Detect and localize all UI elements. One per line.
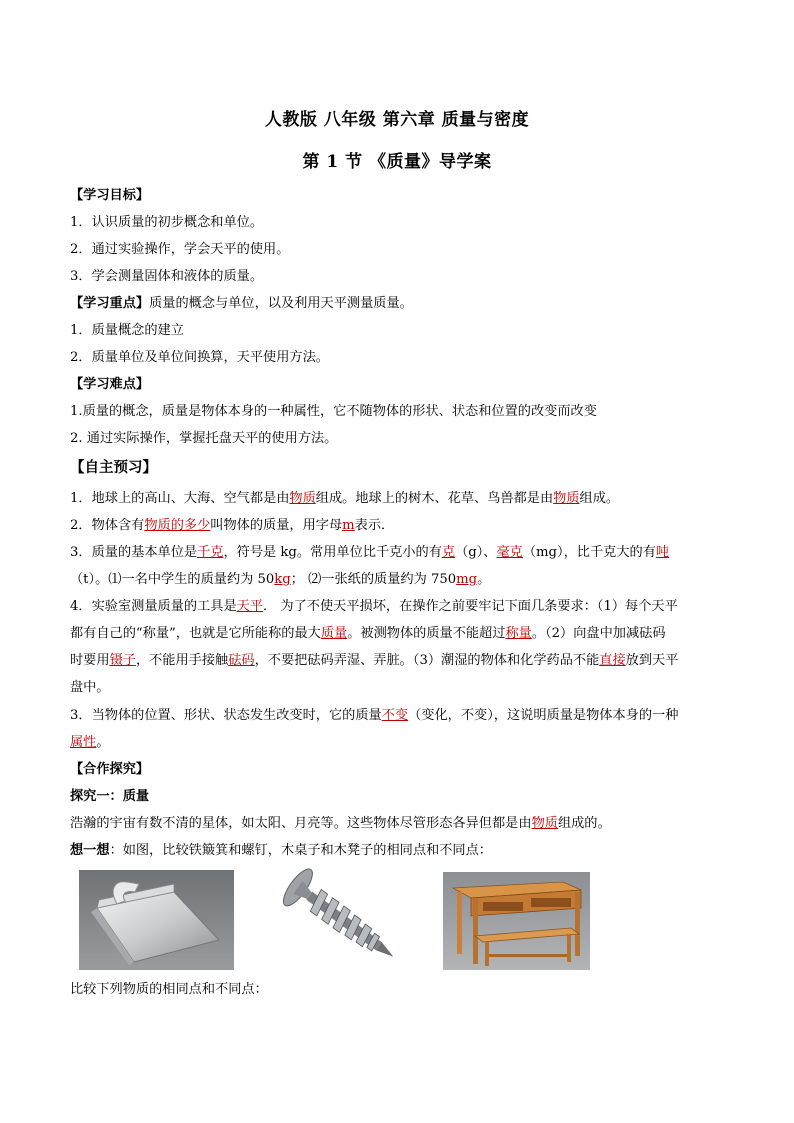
- think-line: [70, 841, 730, 861]
- text: ； ⑵一张纸的质量约为 750: [290, 572, 457, 587]
- goal-item: 2．通过实验操作，学会天平的使用。: [70, 242, 290, 257]
- answer-blank: 物质: [553, 491, 580, 506]
- answer-blank: 属性: [70, 735, 97, 750]
- answer-blank: 吨: [655, 545, 670, 560]
- answer-blank: 物质的多少: [144, 518, 211, 533]
- text: ，符号是 kg。常用单位比千克小的有: [223, 545, 442, 560]
- preview-q5-line1: [70, 706, 730, 726]
- desk-bench-image: [443, 872, 590, 970]
- key-text: 质量的概念与单位，以及利用天平测量质量。: [149, 296, 413, 311]
- text: ． 为了不使天平损坏，在操作之前要牢记下面几条要求：（1）每个天平: [263, 599, 678, 614]
- text: 1．地球上的高山、大海、空气都是由: [70, 491, 290, 506]
- key-item: 1．质量概念的建立: [70, 323, 184, 338]
- preview-q5-line2: [70, 733, 730, 753]
- key-point-line: [70, 294, 730, 314]
- answer-blank: kg: [274, 572, 291, 587]
- preview-q3-line1: [70, 543, 730, 563]
- text: ：如图，比较铁簸箕和螺钉，木桌子和木凳子的相同点和不同点：: [109, 843, 492, 858]
- text: 组成。: [579, 491, 620, 506]
- answer-blank: 物质: [289, 491, 316, 506]
- text: 叫物体的质量，用字母: [210, 518, 343, 533]
- text: 3．质量的基本单位是: [70, 545, 198, 560]
- text: 组成的。: [557, 816, 611, 831]
- key-item: 2．质量单位及单位间换算，天平使用方法。: [70, 350, 329, 365]
- answer-blank: 质量: [320, 626, 348, 641]
- text: ，不要把砝码弄湿、弄脏。（3）潮湿的物体和化学药品不能: [254, 653, 600, 668]
- preview-q4-line1: [70, 597, 730, 617]
- lesson-title: 第 1 节 《质量》导学案: [302, 152, 492, 172]
- coop-heading: 【合作探究】: [70, 762, 150, 777]
- goal-item: 3．学会测量固体和液体的质量。: [70, 269, 264, 284]
- answer-blank: 砝码: [228, 653, 255, 668]
- difficulty-item: 1.质量的概念，质量是物体本身的一种属性，它不随物体的形状、状态和位置的改变而改变: [70, 404, 597, 419]
- explore-one-heading: 探究一：质量: [70, 789, 150, 804]
- text: 4．实验室测量质量的工具是: [70, 599, 237, 614]
- text: 放到天平: [625, 653, 679, 668]
- text: 3．当物体的位置、形状、状态发生改变时，它的质量: [70, 708, 382, 723]
- preview-q4-line2: [70, 624, 730, 644]
- preview-q2: [70, 516, 730, 536]
- goal-item: 1．认识质量的初步概念和单位。: [70, 215, 264, 230]
- preview-q1: [70, 489, 730, 509]
- difficulty-item: 2. 通过实际操作，掌握托盘天平的使用方法。: [70, 431, 338, 446]
- answer-blank: mg: [456, 572, 478, 587]
- text: ，不能用手接触: [135, 653, 229, 668]
- answer-blank: 克: [441, 545, 456, 560]
- answer-blank: 物质: [531, 816, 558, 831]
- text: 浩瀚的宇宙有数不清的星体，如太阳、月亮等。这些物体尽管形态各异但都是由: [70, 816, 532, 831]
- text: 。（2）向盘中加减砝码: [531, 626, 666, 641]
- think-label: 想一想: [70, 843, 110, 858]
- answer-blank: 直接: [599, 653, 626, 668]
- text: 。被测物体的质量不能超过: [347, 626, 506, 641]
- preview-q3-line2: [70, 570, 730, 590]
- answer-blank: 天平: [236, 599, 264, 614]
- text: 2．物体含有: [70, 518, 145, 533]
- document-title: 人教版 八年级 第六章 质量与密度: [264, 110, 530, 130]
- text: （g）、: [455, 545, 497, 560]
- preview-q4-line4: 盘中。: [70, 680, 110, 695]
- text: 组成。地球上的树木、花草、鸟兽都是由: [315, 491, 554, 506]
- answer-blank: 不变: [381, 708, 409, 723]
- text: 。: [477, 572, 491, 587]
- key-heading: 【学习重点】: [70, 296, 150, 311]
- screw-image: [266, 866, 414, 970]
- answer-blank: 镊子: [109, 653, 136, 668]
- dustpan-image: [79, 870, 234, 970]
- answer-blank: 毫克: [496, 545, 523, 560]
- text: 时要用: [70, 653, 110, 668]
- preview-heading: 【自主预习】: [70, 459, 157, 476]
- answer-blank: m: [342, 518, 355, 533]
- answer-blank: 称量: [505, 626, 532, 641]
- preview-q4-line3: [70, 651, 730, 671]
- text: 表示．: [354, 518, 395, 533]
- compare-line: 比较下列物质的相同点和不同点：: [70, 982, 268, 997]
- text: （t）。⑴一名中学生的质量约为 50: [70, 572, 275, 587]
- difficulty-heading: 【学习难点】: [70, 377, 150, 392]
- text: 。: [96, 735, 110, 750]
- explore-one-text: [70, 814, 730, 834]
- text: （变化，不变），这说明质量是物体本身的一种: [408, 708, 679, 723]
- goals-heading: 【学习目标】: [70, 188, 150, 203]
- answer-blank: 千克: [197, 545, 224, 560]
- text: （mg），比千克大的有: [522, 545, 656, 560]
- text: 都有自己的“称量”，也就是它所能称的最大: [70, 626, 321, 641]
